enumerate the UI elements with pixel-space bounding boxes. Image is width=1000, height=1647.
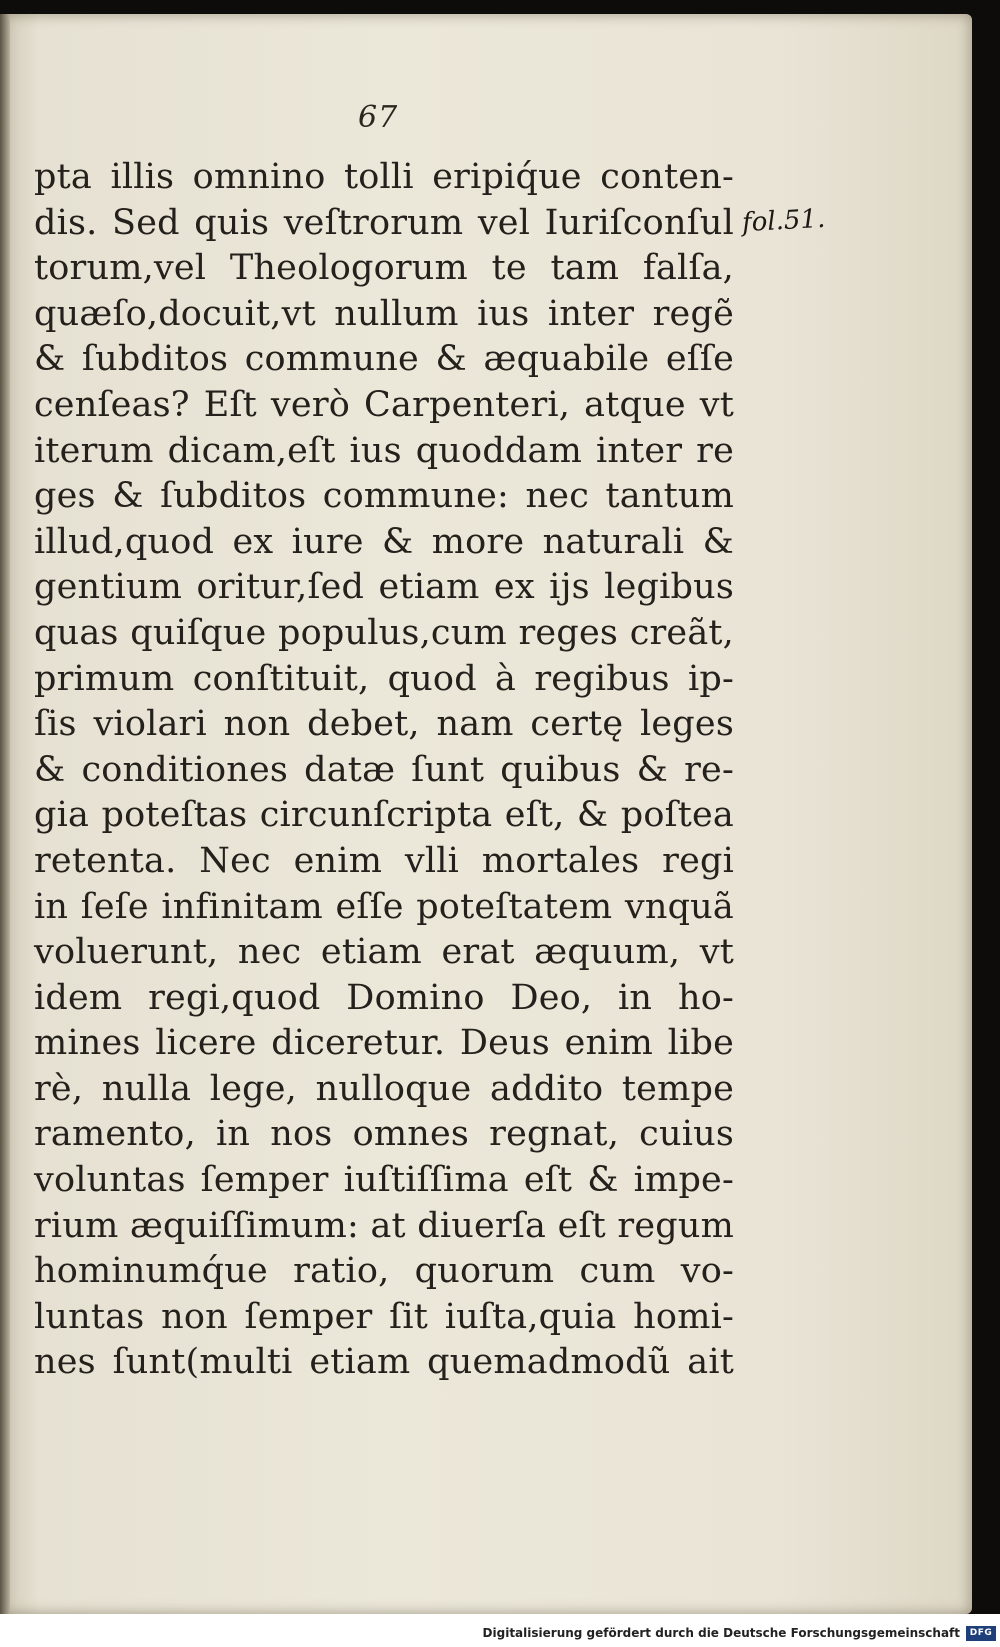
text-line: & ſubditos commune & æquabile eſſe [34,339,734,380]
margin-annotation: fol.51. [741,203,826,239]
text-line: ges & ſubditos commune: nec tantum [34,476,734,517]
text-line: gentium oritur,ſed etiam ex ijs legibus [34,567,734,608]
text-line: ramento, in nos omnes regnat, cuius [34,1114,734,1155]
text-line: in ſeſe infinitam eſſe poteſtatem vnquã [34,886,734,927]
text-line: pta illis omnino tolli eripiq́ue conten- [34,157,734,197]
dfg-logo-icon: DFG [966,1626,996,1641]
text-line: quæſo,docuit,vt nullum ius inter regẽ [34,293,734,334]
text-line: retenta. Nec enim vlli mortales regi [34,840,734,881]
text-line: dis. Sed quis veſtrorum vel Iuriſconſul [34,202,734,243]
text-line: primum conſtituit, quod à regibus ip- [34,658,734,699]
text-line: & conditiones datæ ſunt quibus & re- [34,749,734,790]
footer-bar [0,1614,1000,1647]
text-line: gia poteſtas circunſcripta eſt, & poſtea [34,795,734,836]
text-line: torum,vel Theologorum te tam falſa, [34,248,734,289]
text-line: hominumq́ue ratio, quorum cum vo- [34,1251,734,1292]
text-line: mines licere diceretur. Deus enim libe [34,1023,734,1064]
text-block [34,155,734,1386]
text-line: cenſeas? Eſt verò Carpenteri, atque vt [34,384,734,425]
page-number: 67 [358,100,399,135]
text-line: rium æquiſſimum: at diuerſa eſt regum [34,1205,734,1246]
text-line: voluntas ſemper iuſtiſſima eſt & impe- [34,1160,734,1201]
text-line: illud,quod ex iure & more naturali & [34,521,734,562]
text-line: ſis violari non debet, nam certę leges [34,704,734,745]
page-gutter [0,14,10,1614]
text-line: idem regi,quod Domino Deo, in ho- [34,977,734,1018]
funding-credit: Digitalisierung gefördert durch die Deutsche Forschungsgemeinschaft [482,1626,960,1640]
text-line: rè, nulla lege, nulloque addito tempe [34,1068,734,1109]
text-line: quas quiſque populus,cum reges creãt, [34,612,734,653]
text-line: nes ſunt(multi etiam quemadmodũ ait [34,1342,734,1383]
text-line: luntas non ſemper ſit iuſta,quia homi- [34,1296,734,1337]
text-line: voluerunt, nec etiam erat æquum, vt [34,932,734,973]
text-line: iterum dicam,eſt ius quoddam inter re [34,430,734,471]
